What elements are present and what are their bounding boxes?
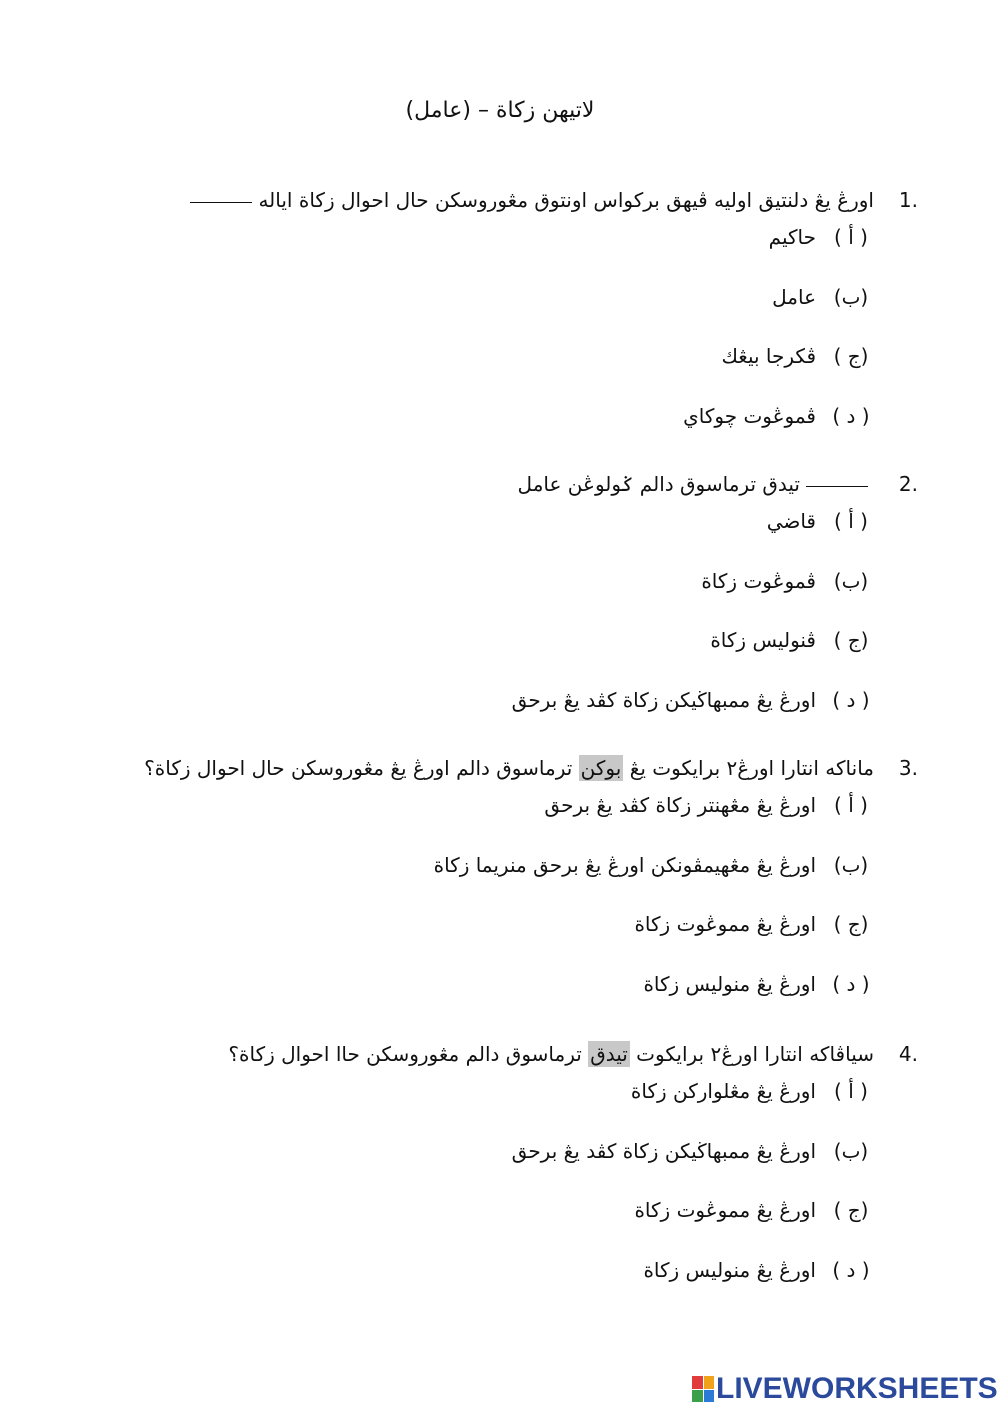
question-text: تيدق ترماسوق دالم ݢولوڠن عامل xyxy=(517,472,800,496)
question-3 xyxy=(144,756,918,1018)
mark-square-1 xyxy=(692,1376,703,1389)
option-label: ( أ ) xyxy=(834,225,868,249)
option-text: اورڠ يڠ مڠهيمڤونكن اورڠ يڠ برحق منريما زكاة xyxy=(433,852,816,877)
question-number: 4. xyxy=(898,1042,918,1066)
option-label: ( د ) xyxy=(832,403,870,428)
option-text: اورڠ يڠ مموڠوت زكاة xyxy=(634,1198,816,1222)
question-text-end: ترماسوق دالم اورڠ يڠ مڠوروسكن حال احوال زكاة؟ xyxy=(144,756,573,780)
option-text: اورڠ يڠ مڠهنتر زكاة كڤد يڠ برحق xyxy=(544,793,816,817)
option-d[interactable] xyxy=(512,685,874,735)
option-b[interactable] xyxy=(228,1136,874,1186)
option-c[interactable] xyxy=(144,909,874,959)
option-text: ڤموڠوت چوكاي xyxy=(683,403,816,428)
option-label: (ج ) xyxy=(833,1198,869,1222)
option-d[interactable] xyxy=(184,401,874,451)
highlighted-word: تيدق xyxy=(590,1042,628,1066)
option-text: اورڠ يڠ ممبهاڬيكن زكاة كڤد يڠ برحق xyxy=(511,1138,816,1163)
answer-blank[interactable] xyxy=(806,486,868,487)
option-text: قاضي xyxy=(766,509,816,533)
question-text-end: ترماسوق دالم مڠوروسكن حاا احوال زكاة؟ xyxy=(228,1042,582,1066)
option-d[interactable] xyxy=(228,1255,874,1305)
brand-name: LIVEWORKSHEETS xyxy=(716,1372,998,1405)
option-label: (ب) xyxy=(833,284,869,309)
option-a[interactable] xyxy=(512,506,874,556)
question-text-start: سياڤاكه انتارا اورڠ٢ برايكوت xyxy=(636,1042,874,1066)
option-b[interactable] xyxy=(184,282,874,332)
option-label: (ب) xyxy=(833,568,869,593)
question-text: اورڠ يڠ دلنتيق اوليه ڤيهق بركواس اونتوق مڠوروسكن حال احوال زكاة اياله xyxy=(258,188,874,212)
option-label: (ج ) xyxy=(833,912,869,936)
option-c[interactable] xyxy=(228,1195,874,1245)
option-label: (ب) xyxy=(833,1138,869,1163)
question-text xyxy=(228,1042,874,1066)
question-number: 1. xyxy=(898,188,918,212)
option-label: (ب) xyxy=(833,852,869,877)
option-c[interactable] xyxy=(184,341,874,391)
option-text: ڤموڠوت زكاة xyxy=(701,568,816,593)
option-c[interactable] xyxy=(512,625,874,675)
option-b[interactable] xyxy=(144,850,874,900)
option-label: (ج ) xyxy=(833,344,869,368)
option-text: اورڠ يڠ مڠلواركن زكاة xyxy=(630,1079,816,1103)
option-label: ( أ ) xyxy=(834,1079,868,1103)
question-2 xyxy=(512,472,918,734)
question-number: 3. xyxy=(898,756,918,780)
worksheet-title: لاتيهن زكاة – (عامل) xyxy=(405,98,595,123)
question-4 xyxy=(228,1042,918,1304)
option-b[interactable] xyxy=(512,566,874,616)
option-text: اورڠ يڠ ممبهاڬيكن زكاة كڤد يڠ برحق xyxy=(511,687,816,712)
question-number: 2. xyxy=(898,472,918,496)
question-text-start: ماناكه انتارا اورڠ٢ برايكوت يڠ xyxy=(629,756,874,780)
option-text: عامل xyxy=(772,284,816,309)
option-text: ڤكرجا بيڠك xyxy=(721,344,816,368)
option-a[interactable] xyxy=(184,222,874,272)
option-a[interactable] xyxy=(228,1076,874,1126)
option-label: ( د ) xyxy=(832,971,870,996)
option-a[interactable] xyxy=(144,790,874,840)
option-text: اورڠ يڠ مموڠوت زكاة xyxy=(634,912,816,936)
option-text: اورڠ يڠ منوليس زكاة xyxy=(643,971,816,996)
liveworksheets-logo xyxy=(692,1372,998,1406)
option-label: ( أ ) xyxy=(834,793,868,817)
option-text: اورڠ يڠ منوليس زكاة xyxy=(643,1257,816,1282)
liveworksheets-mark-icon xyxy=(692,1376,714,1402)
option-label: ( د ) xyxy=(832,687,870,712)
highlighted-word: بوكن xyxy=(580,756,622,780)
option-label: ( د ) xyxy=(832,1257,870,1282)
question-1 xyxy=(184,188,918,450)
option-label: (ج ) xyxy=(833,628,869,652)
option-text: حاكيم xyxy=(768,225,816,249)
option-label: ( أ ) xyxy=(834,509,868,533)
mark-square-4 xyxy=(704,1390,715,1403)
option-text: ڤنوليس زكاة xyxy=(710,628,816,652)
mark-square-3 xyxy=(692,1390,703,1403)
mark-square-2 xyxy=(704,1376,715,1389)
option-d[interactable] xyxy=(144,969,874,1019)
question-text xyxy=(144,756,874,780)
answer-blank[interactable] xyxy=(190,202,252,203)
